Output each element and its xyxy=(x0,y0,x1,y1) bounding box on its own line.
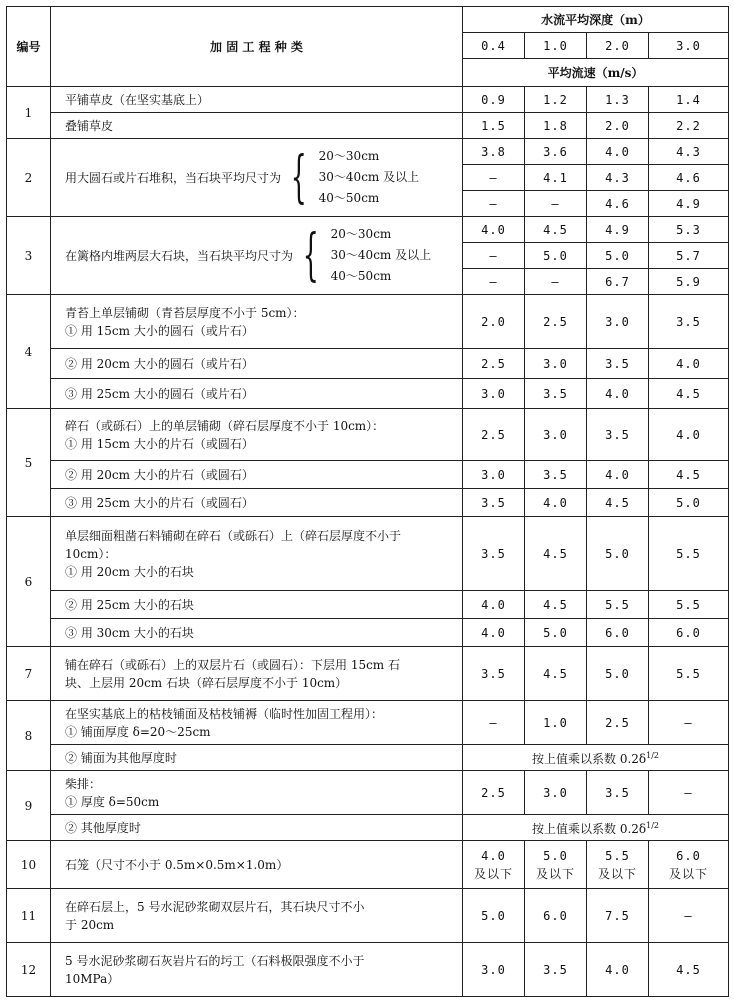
row-text xyxy=(51,517,463,591)
value-cell: 5.0 xyxy=(463,889,525,943)
value-cell: 5.5 xyxy=(649,647,729,701)
value-cell: 3.6 xyxy=(525,139,587,165)
row-item: ② 用 25cm 大小的石块 xyxy=(51,591,463,619)
value-cell: 4.5 xyxy=(525,217,587,243)
depth-cell: 0.4 xyxy=(463,33,525,59)
row-id: 6 xyxy=(7,517,51,647)
value-cell: 4.5 xyxy=(525,517,587,591)
row-item: ① 用 20cm 大小的石块 xyxy=(65,564,194,579)
row-text xyxy=(51,295,463,349)
value-cell: — xyxy=(463,243,525,269)
value-cell xyxy=(525,841,587,889)
value-cell: 5.0 xyxy=(587,243,649,269)
size-option: 20～30cm xyxy=(330,227,392,241)
row-id: 4 xyxy=(7,295,51,409)
value-cell: 2.5 xyxy=(463,409,525,461)
row-id: 12 xyxy=(7,943,51,997)
value-cell: 5.5 xyxy=(587,591,649,619)
value-cell: 3.5 xyxy=(587,349,649,379)
value-cell: 3.5 xyxy=(463,647,525,701)
value-cell: 4.0 xyxy=(463,217,525,243)
value-cell: 2.0 xyxy=(587,113,649,139)
value-cell: 3.0 xyxy=(525,349,587,379)
value-cell: 1.4 xyxy=(649,87,729,113)
value-suffix: 及以下 xyxy=(473,866,513,881)
value-cell: 3.5 xyxy=(463,489,525,517)
row-intro: 碎石（或砾石）上的单层铺砌（碎石层厚度不小于 10cm）： xyxy=(65,418,385,433)
value-cell: 4.6 xyxy=(587,191,649,217)
row-item: ③ 用 25cm 大小的片石（或圆石） xyxy=(51,489,463,517)
value-cell: — xyxy=(649,889,729,943)
factor-cell xyxy=(463,815,729,841)
value-cell: 7.5 xyxy=(587,889,649,943)
row-text xyxy=(51,701,463,745)
row-item: ① 用 15cm 大小的圆石（或片石） xyxy=(65,323,254,338)
row-item: ② 铺面为其他厚度时 xyxy=(51,745,463,771)
row-id: 9 xyxy=(7,771,51,841)
value-cell: 4.9 xyxy=(649,191,729,217)
value-cell: 3.5 xyxy=(525,943,587,997)
factor-text: 按上值乘以系数 0.2δ xyxy=(532,822,647,836)
reinforcement-velocity-table xyxy=(6,6,729,997)
row-text xyxy=(51,139,463,217)
factor-exponent: 1/2 xyxy=(646,821,659,830)
value-cell: — xyxy=(463,269,525,295)
value-number: 4.0 xyxy=(481,848,506,863)
row-line: 5 号水泥砂浆砌石灰岩片石的圬工（石料极限强度不小于 xyxy=(65,953,365,968)
value-cell: 5.0 xyxy=(525,619,587,647)
row-line: 在碎石层上，5 号水泥砂浆砌双层片石，其石块尺寸不小 xyxy=(65,899,365,914)
value-cell: 5.5 xyxy=(649,517,729,591)
value-cell: 3.0 xyxy=(463,379,525,409)
row-item: ① 用 15cm 大小的片石（或圆石） xyxy=(65,436,254,451)
value-cell xyxy=(463,841,525,889)
row-id: 7 xyxy=(7,647,51,701)
row-id: 2 xyxy=(7,139,51,217)
value-cell: 1.0 xyxy=(525,701,587,745)
row-id: 10 xyxy=(7,841,51,889)
row-line: 铺在碎石（或砾石）上的双层片石（或圆石）：下层用 15cm 石 xyxy=(65,657,401,672)
header-depth: 水流平均深度（m） xyxy=(463,7,729,33)
row-id: 1 xyxy=(7,87,51,139)
value-cell: 5.5 xyxy=(649,591,729,619)
value-cell: 5.0 xyxy=(587,517,649,591)
value-cell: 5.7 xyxy=(649,243,729,269)
row-text xyxy=(51,647,463,701)
row-intro: 在坚实基底上的枯枝铺面及枯枝铺褥（临时性加固工程用）： xyxy=(65,706,384,721)
value-number: 6.0 xyxy=(676,848,701,863)
row-intro: 单层细面粗凿石料铺砌在碎石（或砾石）上（碎石层厚度不小于 xyxy=(65,528,402,543)
value-cell: 4.0 xyxy=(587,139,649,165)
value-cell: 2.5 xyxy=(525,295,587,349)
row-text xyxy=(51,943,463,997)
value-cell: 4.0 xyxy=(587,379,649,409)
value-cell: 4.0 xyxy=(649,409,729,461)
value-cell: 4.0 xyxy=(525,489,587,517)
depth-cell: 3.0 xyxy=(649,33,729,59)
value-cell: 0.9 xyxy=(463,87,525,113)
factor-text: 按上值乘以系数 0.2δ xyxy=(532,752,647,766)
value-cell: 4.5 xyxy=(587,489,649,517)
size-option: 40～50cm xyxy=(318,191,380,205)
value-cell: 4.0 xyxy=(463,591,525,619)
value-cell: 6.7 xyxy=(587,269,649,295)
factor-exponent: 1/2 xyxy=(646,751,659,760)
row-text xyxy=(51,217,463,295)
value-cell: 4.3 xyxy=(587,165,649,191)
row-item: ① 厚度 δ=50cm xyxy=(65,794,160,809)
row-text: 叠铺草皮 xyxy=(51,113,463,139)
size-option: 20～30cm xyxy=(318,149,380,163)
value-number: 5.0 xyxy=(543,848,568,863)
size-option: 40～50cm xyxy=(330,269,392,283)
value-cell: 5.9 xyxy=(649,269,729,295)
value-cell: 2.5 xyxy=(463,771,525,815)
value-cell: — xyxy=(463,701,525,745)
value-cell: 3.5 xyxy=(463,517,525,591)
value-cell: 4.5 xyxy=(525,591,587,619)
value-cell: 3.5 xyxy=(525,379,587,409)
value-cell: 1.5 xyxy=(463,113,525,139)
value-cell: — xyxy=(649,701,729,745)
value-cell: 3.8 xyxy=(463,139,525,165)
value-cell: 4.0 xyxy=(587,943,649,997)
row-id: 5 xyxy=(7,409,51,517)
value-cell: 6.0 xyxy=(587,619,649,647)
header-velocity: 平均流速（m/s） xyxy=(463,59,729,87)
row-id: 11 xyxy=(7,889,51,943)
row-text xyxy=(51,771,463,815)
value-cell: 5.3 xyxy=(649,217,729,243)
value-cell: 3.5 xyxy=(525,461,587,489)
value-cell: 5.0 xyxy=(649,489,729,517)
row-line: 10MPa） xyxy=(65,971,120,986)
row-text xyxy=(51,409,463,461)
row-item: ③ 用 30cm 大小的石块 xyxy=(51,619,463,647)
row-intro: 柴排： xyxy=(65,776,102,791)
value-cell: 5.0 xyxy=(525,243,587,269)
value-cell: 2.0 xyxy=(463,295,525,349)
value-cell: — xyxy=(525,191,587,217)
value-cell: 1.8 xyxy=(525,113,587,139)
header-id: 编号 xyxy=(7,7,51,87)
value-suffix: 及以下 xyxy=(669,866,709,881)
row-text: 石笼（尺寸不小于 0.5m×0.5m×1.0m） xyxy=(51,841,463,889)
value-cell: 3.5 xyxy=(649,295,729,349)
value-cell: 4.5 xyxy=(525,647,587,701)
value-cell: 4.5 xyxy=(649,379,729,409)
value-cell: 3.0 xyxy=(525,771,587,815)
value-suffix: 及以下 xyxy=(597,866,637,881)
value-cell: 5.0 xyxy=(587,647,649,701)
value-cell xyxy=(649,841,729,889)
value-cell: — xyxy=(649,771,729,815)
row-item: ③ 用 25cm 大小的圆石（或片石） xyxy=(51,379,463,409)
brace-glyph: { xyxy=(290,144,307,210)
row-intro-cont: 10cm）： xyxy=(65,546,117,561)
value-cell: 4.0 xyxy=(649,349,729,379)
value-cell: 4.3 xyxy=(649,139,729,165)
header-type: 加 固 工 程 种 类 xyxy=(51,7,463,87)
value-cell: — xyxy=(463,191,525,217)
row-text-main: 用大圆石或片石堆积，当石块平均尺寸为 xyxy=(65,170,282,185)
row-id: 8 xyxy=(7,701,51,771)
value-cell: 3.5 xyxy=(587,409,649,461)
value-cell: 6.0 xyxy=(525,889,587,943)
value-cell: 4.0 xyxy=(463,619,525,647)
value-cell: 3.0 xyxy=(525,409,587,461)
value-cell: 1.3 xyxy=(587,87,649,113)
value-cell: 4.5 xyxy=(649,943,729,997)
value-cell: 4.9 xyxy=(587,217,649,243)
value-cell: 6.0 xyxy=(649,619,729,647)
factor-cell xyxy=(463,745,729,771)
value-cell: 1.2 xyxy=(525,87,587,113)
row-item: ② 用 20cm 大小的片石（或圆石） xyxy=(51,461,463,489)
value-cell: 4.5 xyxy=(649,461,729,489)
depth-cell: 1.0 xyxy=(525,33,587,59)
value-number: 5.5 xyxy=(605,848,630,863)
row-id: 3 xyxy=(7,217,51,295)
row-line: 块、上层用 20cm 石块（碎石层厚度不小于 10cm） xyxy=(65,675,348,690)
value-cell: 2.5 xyxy=(463,349,525,379)
row-item: ① 铺面厚度 δ=20～25cm xyxy=(65,724,211,739)
value-cell: — xyxy=(525,269,587,295)
value-cell: 3.5 xyxy=(587,771,649,815)
row-item: ② 用 20cm 大小的圆石（或片石） xyxy=(51,349,463,379)
row-text: 平铺草皮（在坚实基底上） xyxy=(51,87,463,113)
brace-glyph: { xyxy=(302,222,319,288)
value-cell: 2.2 xyxy=(649,113,729,139)
value-cell xyxy=(587,841,649,889)
value-cell: — xyxy=(463,165,525,191)
value-cell: 3.0 xyxy=(463,943,525,997)
value-cell: 3.0 xyxy=(463,461,525,489)
value-suffix: 及以下 xyxy=(535,866,575,881)
value-cell: 3.0 xyxy=(587,295,649,349)
value-cell: 4.1 xyxy=(525,165,587,191)
row-text-main: 在篱格内堆两层大石块，当石块平均尺寸为 xyxy=(65,248,294,263)
row-text xyxy=(51,889,463,943)
value-cell: 2.5 xyxy=(587,701,649,745)
value-cell: 4.0 xyxy=(587,461,649,489)
row-line: 于 20cm xyxy=(65,917,115,932)
row-item: ② 其他厚度时 xyxy=(51,815,463,841)
value-cell: 4.6 xyxy=(649,165,729,191)
size-option: 30～40cm 及以上 xyxy=(330,248,432,262)
row-intro: 青苔上单层铺砌（青苔层厚度不小于 5cm）： xyxy=(65,305,305,320)
depth-cell: 2.0 xyxy=(587,33,649,59)
size-option: 30～40cm 及以上 xyxy=(318,170,420,184)
